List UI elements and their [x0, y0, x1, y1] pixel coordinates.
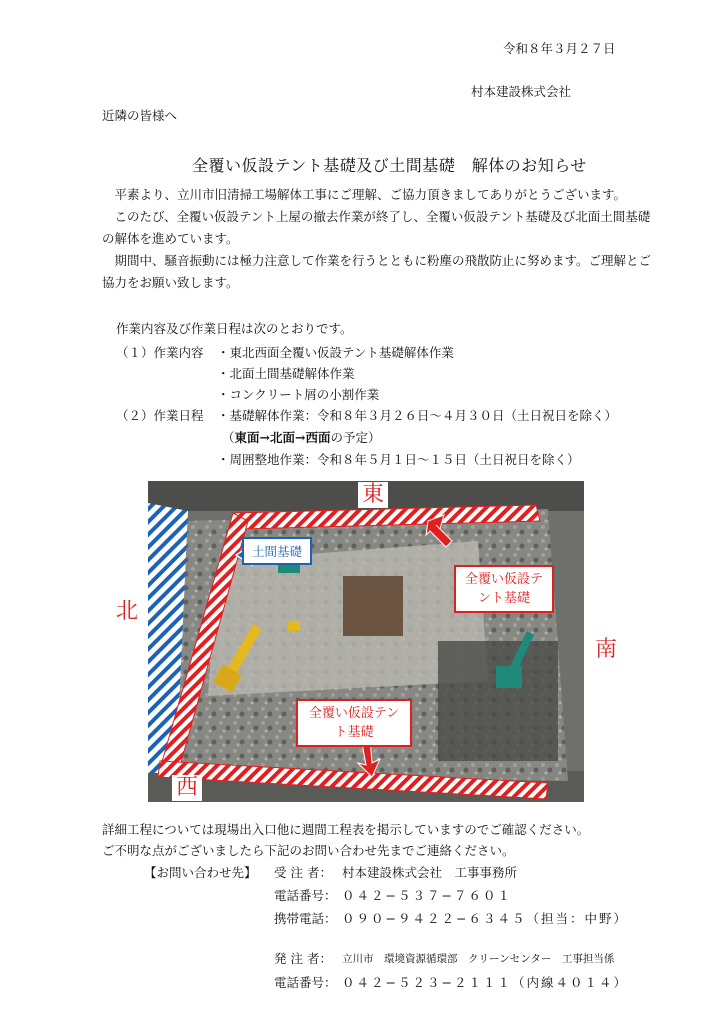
site-photo-drawing: [148, 481, 584, 802]
rubble-pile: [438, 641, 558, 761]
client-phone-number: ０４２−５２３−２１１１（内線４０１４）: [342, 975, 628, 990]
direction-label-north: 北: [116, 599, 139, 624]
date-item-1: ・基礎解体作業：令和８年３月２６日〜４月３０日（土日祝日を除く）: [217, 408, 618, 423]
date-label: （２）作業日程: [116, 408, 204, 423]
contractor-label: 受 注 者：: [274, 865, 332, 880]
order-open: （: [222, 430, 235, 445]
mobile-number: ０９０−９４２２−６３４５（担当：中野）: [342, 911, 628, 926]
label-tent-foundation-lower: 全覆い仮設テント基礎: [296, 699, 412, 747]
mobile-label: 携帯電話：: [274, 911, 337, 926]
direction-label-east: 東: [358, 482, 388, 508]
paragraph-1: 平素より、立川市旧清掃工場解体工事にご理解、ご協力頂きましてありがとうございます。: [114, 187, 627, 202]
direction-label-south: 南: [595, 637, 618, 662]
content-item: ・東北西面全覆い仮設テント基礎解体作業: [217, 345, 454, 360]
schedule-intro: 作業内容及び作業日程は次のとおりです。: [116, 321, 353, 336]
label-doma-foundation: 土間基礎: [242, 537, 312, 565]
order-sequence: 東面→北面→西面: [234, 430, 331, 445]
order-close: の予定）: [330, 430, 381, 445]
client-name: 立川市 環境資源循環部 クリーンセンター 工事担当係: [342, 953, 615, 965]
contact-heading: 【お問い合わせ先】: [144, 865, 257, 880]
contractor-name: 村本建設株式会社 工事事務所: [342, 865, 518, 880]
page-title: 全覆い仮設テント基礎及び土間基礎 解体のお知らせ: [192, 156, 587, 175]
yellow-machine: [288, 621, 300, 631]
note-2: ご不明な点がございましたら下記のお問い合わせ先までご連絡ください。: [102, 843, 515, 858]
paragraph-3: 期間中、騒音振動には極力注意して作業を行うとともに粉塵の飛散防止に努めます。ご理解とご協力をお願い致します。: [102, 253, 652, 290]
note-1: 詳細工程については現場出入口他に週間工程表を掲示していますのでご確認ください。: [102, 822, 590, 837]
phone-number: ０４２−５３７−７６０１: [342, 888, 512, 903]
client-label: 発 注 者：: [274, 951, 332, 966]
soil-area: [343, 576, 403, 636]
direction-label-west: 西: [172, 775, 202, 801]
phone-label: 電話番号：: [274, 888, 337, 903]
label-tent-foundation-upper: 全覆い仮設テント基礎: [454, 565, 554, 613]
greeting: 近隣の皆様へ: [102, 108, 178, 123]
content-item: ・北面土間基礎解体作業: [217, 366, 355, 381]
date: 令和８年３月２７日: [503, 41, 616, 56]
content-label: （１）作業内容: [116, 345, 204, 360]
site-aerial-photo: [148, 481, 584, 802]
date-item-2: ・周囲整地作業：令和８年５月１日〜１５日（土日祝日を除く）: [217, 452, 580, 467]
order-note: [222, 428, 380, 446]
company-name: 村本建設株式会社: [471, 84, 572, 99]
paragraph-2: このたび、全覆い仮設テント上屋の撤去作業が終了し、全覆い仮設テント基礎及び北面土間基礎の解体を進めています。: [102, 209, 651, 246]
client-phone-label: 電話番号：: [274, 975, 337, 990]
content-item: ・コンクリート屑の小割作業: [217, 387, 380, 402]
